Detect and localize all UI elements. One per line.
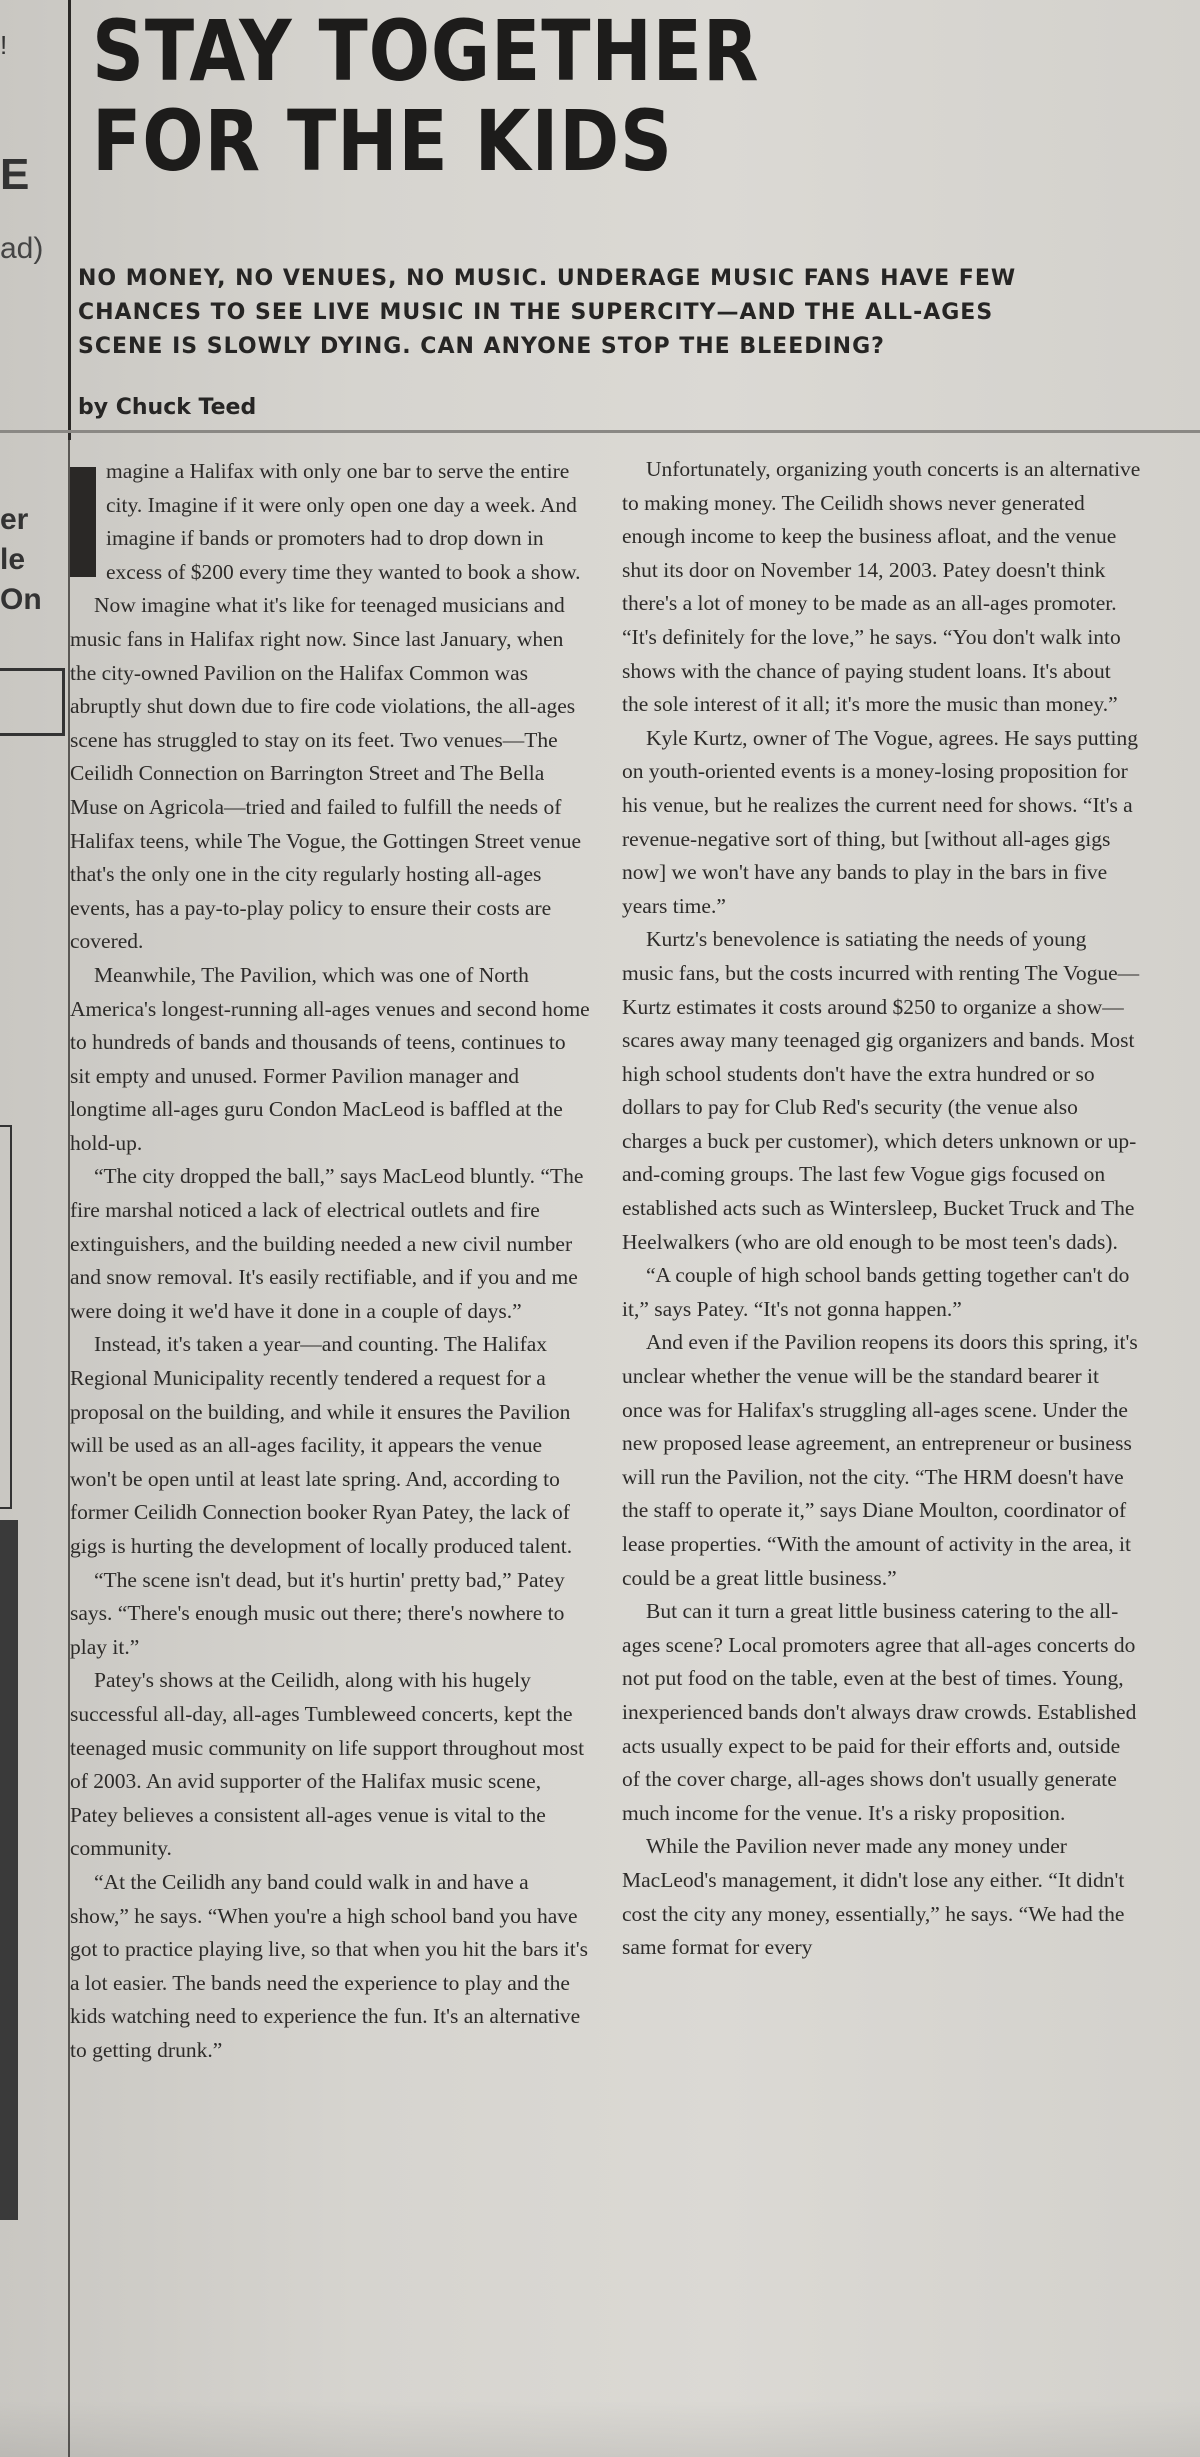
paragraph: But can it turn a great little business catering to the all-ages scene? Local promoters agree that all-ages concerts do not put food on the table, even at the best of times. Young, inexperienced bands don't always draw crowds. Established acts usually expect to be paid for their efforts and, outside of the cover charge, all-ages shows don't usually generate much income for the venue. It's a risky proposition. — [622, 1599, 1137, 1825]
paragraph: Patey's shows at the Ceilidh, along with his hugely successful all-day, all-ages Tumbleweed concerts, kept the teenaged music community on life support throughout most of 2003. An avid supporter of the Halifax music scene, Patey believes a consistent all-ages venue is vital to the community. — [70, 1668, 585, 1861]
fragment-text: E — [0, 150, 30, 199]
headline-line-1: STAY TOGETHER — [92, 2, 760, 100]
article-headline — [92, 2, 866, 190]
paragraph: Meanwhile, The Pavilion, which was one of North America's longest-running all-ages venues and second home to hundreds of bands and thousands of teens, continues to sit empty and unused. Former Pavilion manager and longtime all-ages guru Condon MacLeod is baffled at the hold-up. — [70, 962, 590, 1155]
article-byline: by Chuck Teed — [78, 395, 257, 420]
fragment-text: On — [0, 583, 42, 616]
paragraph: Unfortunately, organizing youth concerts is an alternative to making money. The Ceilidh shows never generated enough income to keep the business afloat, and the venue shut its door on November 14, 2003. Patey doesn't think there's a lot of money to be made as an all-ages promoter. “It's definitely for the love,” he says. “You don't walk into shows with the chance of paying student loans. It's about the sole interest of it all; it's more the music than money.” — [622, 457, 1141, 717]
paragraph: “The city dropped the ball,” says MacLeod bluntly. “The fire marshal noticed a lack of electrical outlets and fire extinguishers, and the building needed a new civil number and snow removal. It's easily rectifiable, and if you and me were doing it we'd have it done in a couple of days.” — [70, 1164, 584, 1323]
fragment-text: ! — [0, 30, 8, 60]
fragment-box — [0, 668, 65, 736]
paragraph: Kurtz's benevolence is satiating the needs of young music fans, but the costs incurred with renting The Vogue—Kurtz estimates it costs around $250 to organize a show—scares away many teenaged gig organizers and bands. Most high school students don't have the extra hundred or so dollars to pay for Club Red's security (the venue also charges a buck per customer), which deters unknown or up-and-coming groups. The last few Vogue gigs focused on established acts such as Wintersleep, Bucket Truck and The Heelwalkers (who are old enough to be most teen's dads). — [622, 927, 1140, 1254]
drop-cap-i — [70, 467, 96, 577]
paragraph: And even if the Pavilion reopens its doors this spring, it's unclear whether the venue will be the standard bearer it once was for Halifax's struggling all-ages scene. Under the new proposed lease agreement, an entrepreneur or business will run the Pavilion, not the city. “The HRM doesn't have the staff to operate it,” says Diane Moulton, coordinator of lease properties. “With the amount of activity in the area, it could be a great little business.” — [622, 1330, 1138, 1590]
left-column — [70, 455, 590, 2068]
paragraph: “At the Ceilidh any band could walk in and have a show,” he says. “When you're a high school band you have got to practice playing live, so that when you hit the bars it's a lot easier. The bands need the experience to play and the kids watching need to experience the fun. It's an alternative to getting drunk.” — [70, 1869, 588, 2062]
fragment-text: le — [0, 543, 26, 576]
header-rule-horizontal — [0, 430, 1200, 433]
paragraph: “A couple of high school bands getting together can't do it,” says Patey. “It's not gonna happen.” — [622, 1263, 1130, 1321]
paragraph: While the Pavilion never made any money under MacLeod's management, it didn't lose any either. “It didn't cost the city any money, essentially,” he says. “We had the same format for every — [622, 1834, 1125, 1960]
page-shadow — [0, 2400, 1200, 2457]
fragment-text: ad) — [0, 232, 44, 265]
paragraph: Now imagine what it's like for teenaged musicians and music fans in Halifax right now. Since last January, when the city-owned Pavilion on the Halifax Common was abruptly shut down due to fire code violations, the all-ages scene has struggled to stay on its feet. Two venues—The Ceilidh Connection on Barrington Street and The Bella Muse on Agricola—tried and failed to fulfill the needs of Halifax teens, while The Vogue, the Gottingen Street venue that's the only one in the city regularly hosting all-ages events, has a pay-to-play policy to ensure their costs are covered. — [70, 593, 582, 954]
fragment-text: er — [0, 503, 29, 536]
fragment-text-block — [0, 500, 42, 620]
article-dek: NO MONEY, NO VENUES, NO MUSIC. UNDERAGE MUSIC FANS HAVE FEW CHANCES TO SEE LIVE MUSIC IN THE SUPERCITY—AND THE ALL-AGES SCENE IS SLOWLY DYING. CAN ANYONE STOP THE BLEEDING? — [78, 266, 1017, 359]
fragment-box — [0, 1125, 12, 1509]
fragment-dark-bar — [0, 1520, 18, 2220]
paragraph: Kyle Kurtz, owner of The Vogue, agrees. He says putting on youth-oriented events is a money-losing proposition for his venue, but he realizes the current need for shows. “It's a revenue-negative sort of thing, but [without all-ages gigs now] we won't have any bands to play in the bars in five years time.” — [622, 725, 1139, 918]
adjacent-column-fragment — [0, 0, 68, 2457]
paragraph: “The scene isn't dead, but it's hurtin' pretty bad,” Patey says. “There's enough music out there; there's nowhere to play it.” — [70, 1567, 565, 1659]
right-column — [622, 453, 1142, 1965]
column-rule-vertical — [68, 0, 71, 440]
paragraph: Instead, it's taken a year—and counting. The Halifax Regional Municipality recently tendered a request for a proposal on the building, and while it ensures the Pavilion will be used as an all-ages facility, it appears the venue won't be open until at least late spring. And, according to former Ceilidh Connection booker Ryan Patey, the lack of gigs is hurting the development of locally produced talent. — [70, 1332, 573, 1558]
headline-line-2: FOR THE KIDS — [92, 92, 673, 190]
paragraph: magine a Halifax with only one bar to serve the entire city. Imagine if it were only open one day a week. And imagine if bands or promoters had to drop down in excess of $200 every time they wanted to book a show. — [106, 459, 581, 584]
